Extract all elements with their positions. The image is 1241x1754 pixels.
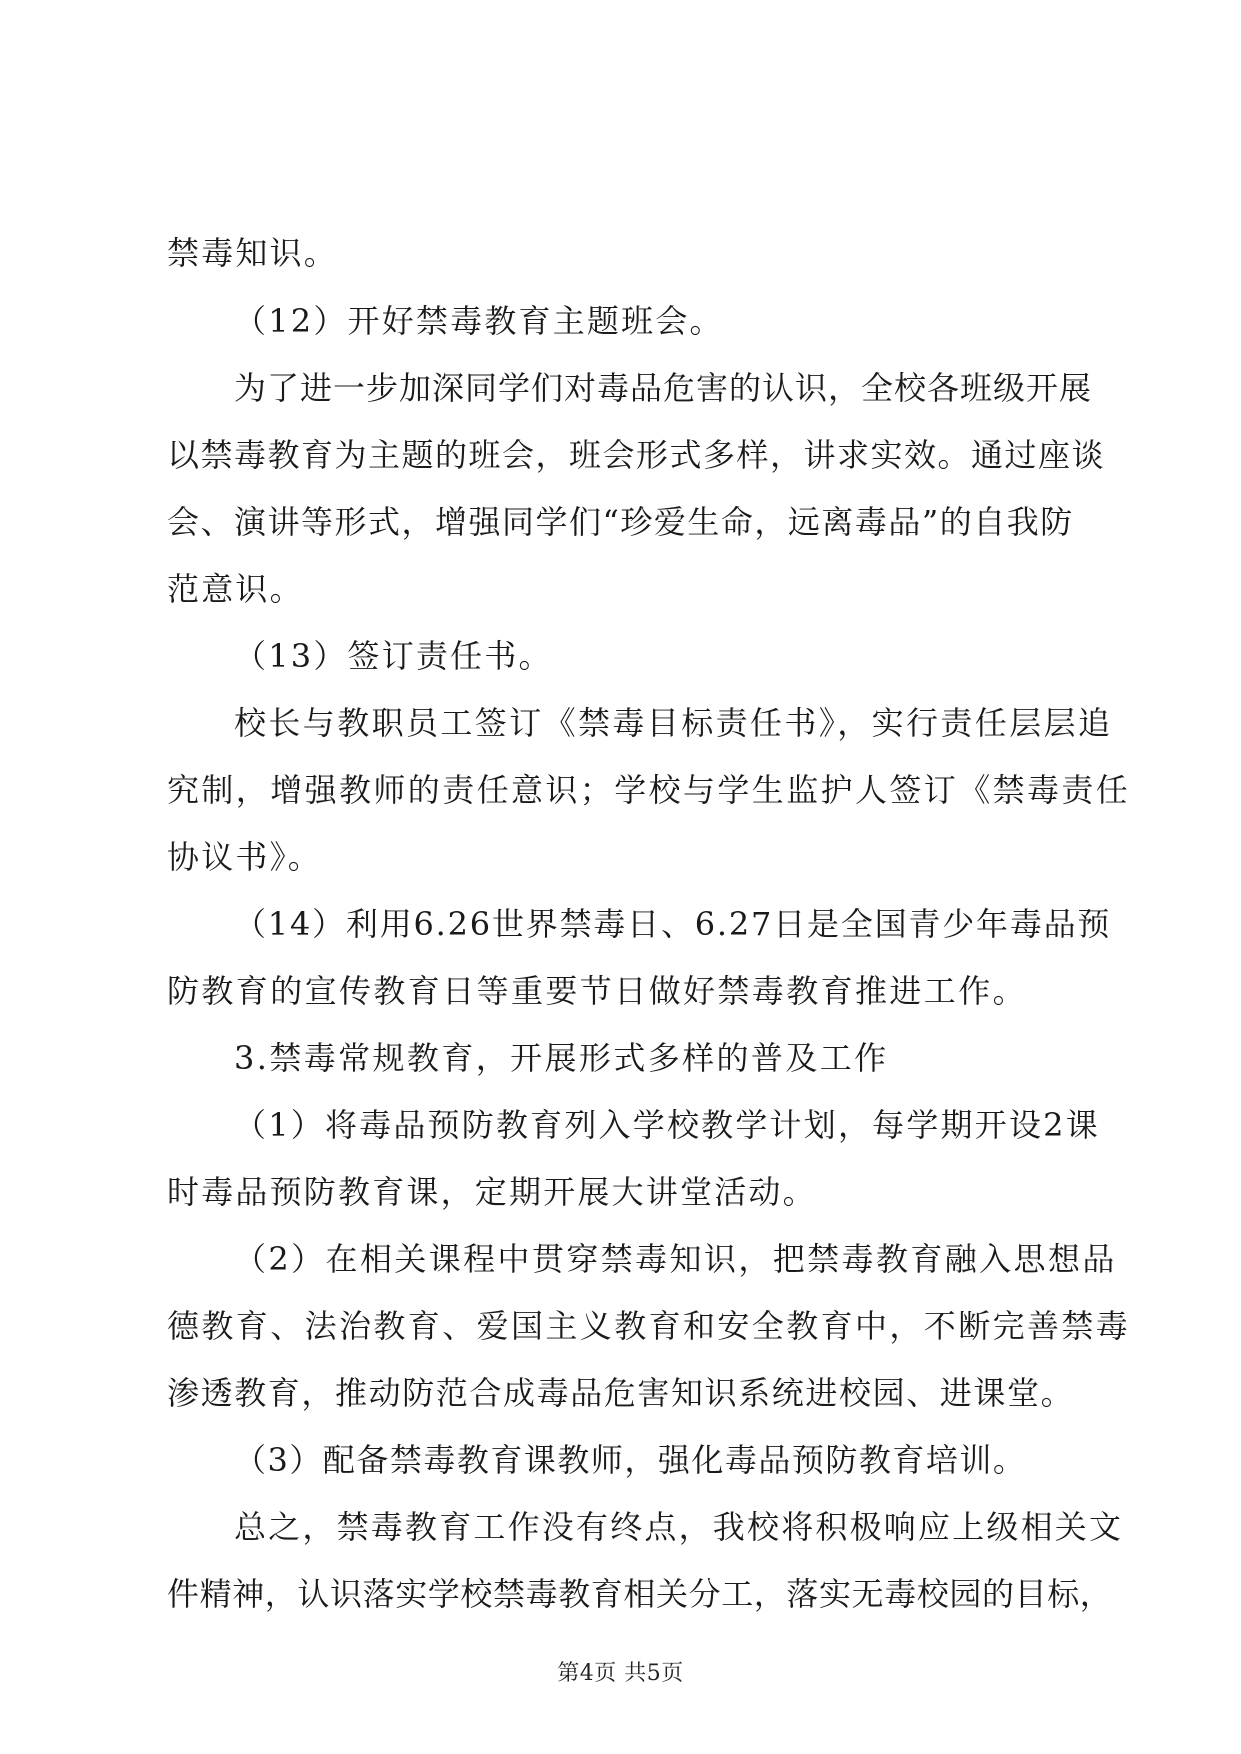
- section-heading-13: （13）签订责任书。: [234, 637, 553, 675]
- body-text-line: 协议书》。: [167, 838, 323, 876]
- body-text-line: 会、演讲等形式，增强同学们“珍爱生命，远离毒品”的自我防: [167, 503, 1074, 541]
- list-item-1: （1）将毒品预防教育列入学校教学计划，每学期开设2课: [234, 1106, 1100, 1144]
- body-text-line: 校长与教职员工签订《禁毒目标责任书》，实行责任层层追: [234, 704, 1113, 742]
- body-text-line: 究制，增强教师的责任意识；学校与学生监护人签订《禁毒责任: [167, 771, 1131, 809]
- conclusion-paragraph: 总之，禁毒教育工作没有终点，我校将积极响应上级相关文: [234, 1508, 1124, 1546]
- section-heading-14: （14）利用6.26世界禁毒日、6.27日是全国青少年毒品预: [234, 905, 1112, 943]
- body-text-line: 为了进一步加深同学们对毒品危害的认识，全校各班级开展: [234, 369, 1093, 407]
- body-text-line: 范意识。: [167, 570, 304, 608]
- list-item-2: （2）在相关课程中贯穿禁毒知识，把禁毒教育融入思想品: [234, 1240, 1117, 1278]
- section-heading-12: （12）开好禁毒教育主题班会。: [234, 302, 724, 340]
- body-text-line: 防教育的宣传教育日等重要节日做好禁毒教育推进工作。: [167, 972, 1028, 1010]
- body-text-line: 以禁毒教育为主题的班会，班会形式多样，讲求实效。通过座谈: [167, 436, 1106, 474]
- body-text-line: 时毒品预防教育课，定期开展大讲堂活动。: [167, 1173, 817, 1211]
- list-item-3: （3）配备禁毒教育课教师，强化毒品预防教育培训。: [234, 1441, 1027, 1479]
- page-number-footer: 第4页 共5页: [557, 1661, 684, 1686]
- body-text-line: 禁毒知识。: [167, 234, 339, 272]
- body-text-line: 件精神，认识落实学校禁毒教育相关分工，落实无毒校园的目标，: [167, 1575, 1113, 1613]
- body-text-line: 渗透教育，推动防范合成毒品危害知识系统进校园、进课堂。: [167, 1374, 1075, 1412]
- body-text-line: 德教育、法治教育、爱国主义教育和安全教育中，不断完善禁毒: [167, 1307, 1131, 1345]
- section-heading-3: 3.禁毒常规教育，开展形式多样的普及工作: [234, 1039, 889, 1077]
